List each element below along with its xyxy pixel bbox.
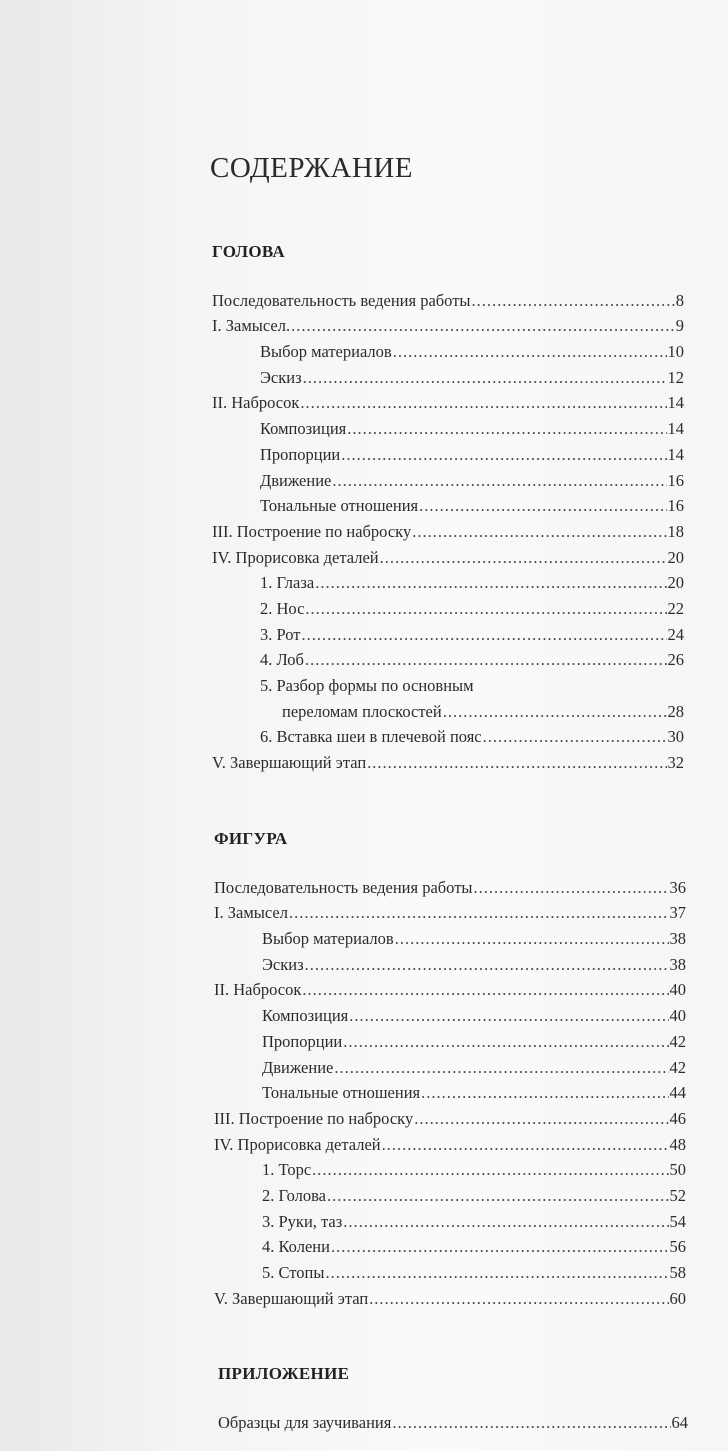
page-title: СОДЕРЖАНИЕ xyxy=(210,152,413,184)
page-number: 20 xyxy=(667,547,684,567)
page-number: 10 xyxy=(667,342,684,362)
page-number: 50 xyxy=(669,1160,686,1180)
toc-entry[interactable]: Тональные отношения ..... 16 xyxy=(212,491,684,517)
toc-entry[interactable]: 1. Глаза ..... 20 xyxy=(212,568,684,594)
toc-figure xyxy=(214,872,686,1309)
page-number: 28 xyxy=(667,701,684,721)
toc-entry[interactable]: Образцы для заучивания ..... 64 xyxy=(218,1407,688,1433)
page-number: 38 xyxy=(669,929,686,949)
section-heading-appendix: ПРИЛОЖЕНИЕ xyxy=(218,1364,350,1383)
page-number: 40 xyxy=(669,1006,686,1026)
page-number: 46 xyxy=(669,1108,686,1128)
page-number: 16 xyxy=(667,496,684,516)
toc-entry[interactable]: Эскиз ..... 38 xyxy=(214,949,686,975)
page-number: 56 xyxy=(669,1237,686,1257)
page-number: 24 xyxy=(667,624,684,644)
page-number: 54 xyxy=(669,1211,686,1231)
page-number: 20 xyxy=(667,573,684,593)
toc-entry[interactable]: 2. Нос ..... 22 xyxy=(212,593,684,619)
page-number: 42 xyxy=(669,1031,686,1051)
page-number: 16 xyxy=(667,470,684,490)
page-number: 37 xyxy=(669,903,686,923)
toc-head xyxy=(212,285,684,773)
toc-entry[interactable]: Пропорции ..... 42 xyxy=(214,1026,686,1052)
toc-entry[interactable]: Пропорции ..... 14 xyxy=(212,439,684,465)
toc-entry[interactable]: Композиция ..... 14 xyxy=(212,413,684,439)
toc-entry[interactable]: 6. Вставка шеи в плечевой пояс ..... 30 xyxy=(212,722,684,748)
page-number: 14 xyxy=(667,444,684,464)
toc-entry[interactable]: Движение ..... 42 xyxy=(214,1052,686,1078)
toc-entry[interactable]: 4. Колени ..... 56 xyxy=(214,1232,686,1258)
toc-entry[interactable]: V. Завершающий этап ..... 60 xyxy=(214,1283,686,1309)
toc-entry[interactable]: Движение ..... 16 xyxy=(212,465,684,491)
page-number: 18 xyxy=(667,521,684,541)
page-number: 58 xyxy=(669,1263,686,1282)
toc-entry[interactable]: Выбор материалов ..... 10 xyxy=(212,336,684,362)
page-number: 14 xyxy=(667,393,684,413)
toc-entry[interactable]: III. Построение по наброску ..... 46 xyxy=(214,1103,686,1129)
toc-entry[interactable]: Выбор материалов ..... 38 xyxy=(214,923,686,949)
page-number: 60 xyxy=(669,1288,686,1308)
page-number: 8 xyxy=(675,290,684,310)
toc-entry[interactable]: Тональные отношения ..... 44 xyxy=(214,1078,686,1104)
toc-entry[interactable]: Композиция ..... 40 xyxy=(214,1000,686,1026)
toc-entry[interactable]: Последовательность ведения работы ..... 8 xyxy=(212,285,684,311)
page-number: 36 xyxy=(669,877,686,897)
toc-entry[interactable]: Эскиз ..... 12 xyxy=(212,362,684,388)
page-number: 14 xyxy=(667,419,684,439)
page-number: 26 xyxy=(667,650,684,670)
toc-entry[interactable]: IV. Прорисовка деталей ..... 20 xyxy=(212,542,684,568)
page-number: 44 xyxy=(669,1083,686,1103)
toc-entry[interactable]: 1. Торс ..... 50 xyxy=(214,1155,686,1181)
toc-entry[interactable]: I. Замысел. ..... 9 xyxy=(212,311,684,337)
page-number: 38 xyxy=(669,954,686,974)
toc-entry[interactable]: V. Завершающий этап ..... 32 xyxy=(212,747,684,773)
page-number: 9 xyxy=(675,316,684,336)
toc-entry[interactable]: переломам плоскостей ..... 28 xyxy=(212,696,684,722)
page-number: 22 xyxy=(667,598,684,618)
toc-entry[interactable]: 2. Голова ..... 52 xyxy=(214,1180,686,1206)
page-number: 42 xyxy=(669,1057,686,1077)
page-number: 64 xyxy=(671,1412,688,1432)
toc-appendix xyxy=(218,1407,688,1433)
toc-entry[interactable]: 3. Руки, таз ..... 54 xyxy=(214,1206,686,1232)
toc-entry[interactable]: II. Набросок ..... 40 xyxy=(214,975,686,1001)
toc-entry[interactable]: III. Построение по наброску ..... 18 xyxy=(212,516,684,542)
section-heading-head: ГОЛОВА xyxy=(212,242,286,261)
page-number: 30 xyxy=(667,727,684,747)
page-number: 32 xyxy=(667,753,684,773)
toc-entry[interactable]: 5. Стопы ..... 58 xyxy=(214,1257,686,1283)
toc-entry[interactable]: 4. Лоб ..... 26 xyxy=(212,645,684,671)
page-number: 40 xyxy=(669,980,686,1000)
toc-entry[interactable]: 3. Рот ..... 24 xyxy=(212,619,684,645)
page-number: 12 xyxy=(667,367,684,387)
page-number: 52 xyxy=(669,1185,686,1205)
page-number: 48 xyxy=(669,1134,686,1154)
toc-entry[interactable]: 5. Разбор формы по основным xyxy=(260,676,474,695)
toc-entry[interactable]: IV. Прорисовка деталей ..... 48 xyxy=(214,1129,686,1155)
toc-entry[interactable]: Последовательность ведения работы ..... 36 xyxy=(214,872,686,898)
section-heading-figure: ФИГУРА xyxy=(214,829,288,848)
toc-entry[interactable]: I. Замысел ..... 37 xyxy=(214,898,686,924)
toc-entry[interactable]: II. Набросок ..... 14 xyxy=(212,388,684,414)
